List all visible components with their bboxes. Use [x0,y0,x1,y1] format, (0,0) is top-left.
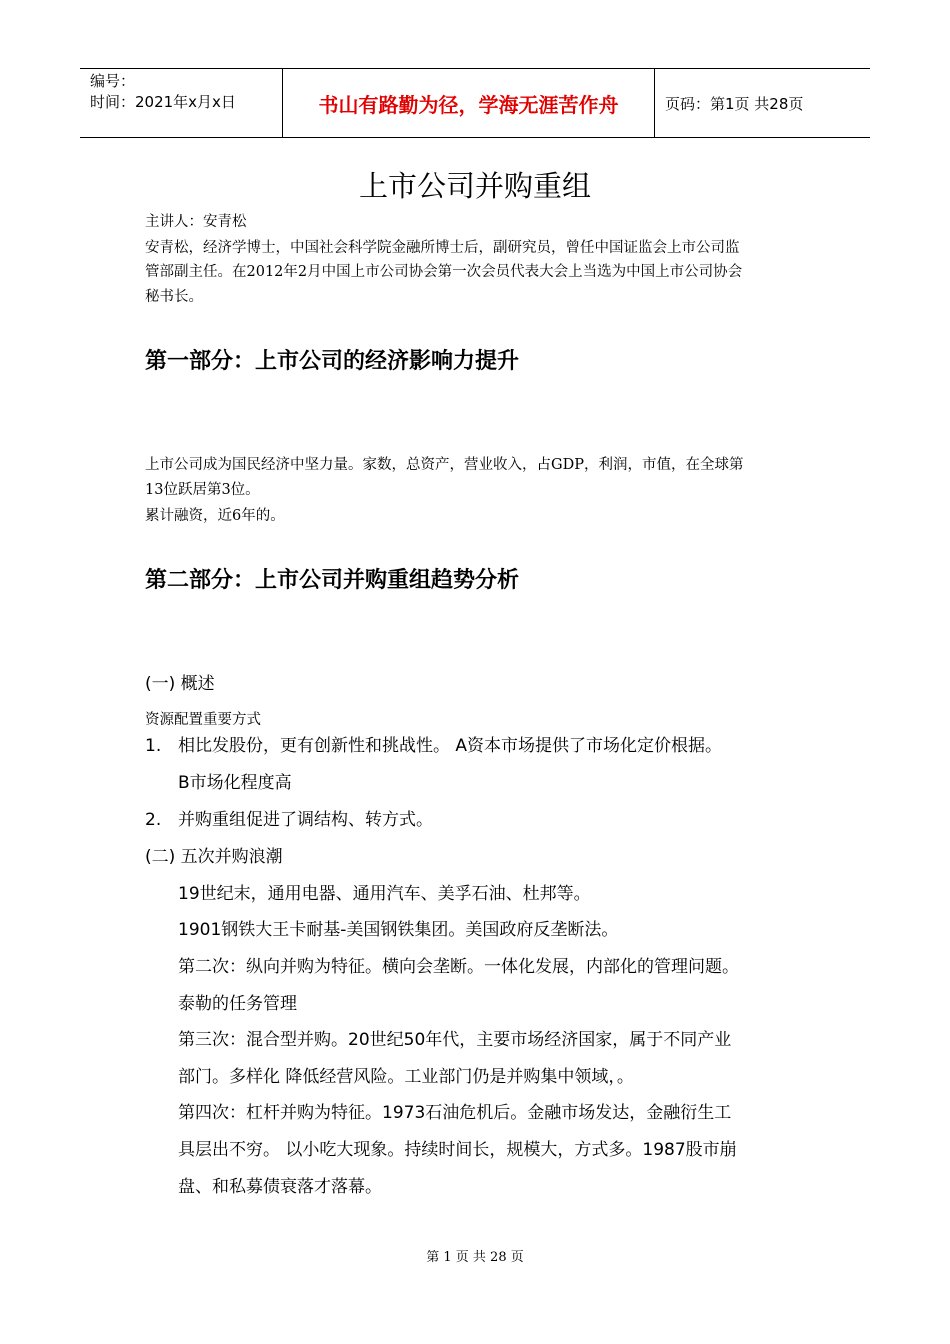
bio-line-3: 秘书长。 [145,289,203,305]
header-motto: 书山有路勤为径，学海无涯苦作舟 [282,69,655,137]
list-item-2-text: 并购重组促进了调结构、转方式。 [178,810,433,830]
part1-line-3: 累计融资，近6年的。 [145,508,285,524]
bio-line-2: 管部副主任。在2012年2月中国上市公司协会第一次会员代表大会上当选为中国上市公司协会 [145,264,743,280]
wave-line-7: 第四次：杠杆并购为特征。1973石油危机后。金融市场发达，金融衍生工 [178,1103,732,1123]
list-item-1-text: 相比发股份，更有创新性和挑战性。 A资本市场提供了市场化定价根据。 [178,736,723,756]
overview-note: 资源配置重要方式 [145,712,261,728]
wave-line-3: 第二次：纵向并购为特征。横向会垄断。一体化发展，内部化的管理问题。 [178,957,739,977]
part1-line-1: 上市公司成为国民经济中坚力量。家数，总资产，营业收入，占GDP，利润，市值，在全球第 [145,457,744,473]
subsection-overview: (一) 概述 [145,674,215,694]
wave-line-1: 19世纪末，通用电器、通用汽车、美孚石油、杜邦等。 [178,884,591,904]
subsection-five-waves: (二) 五次并购浪潮 [145,847,283,867]
wave-line-4: 泰勒的任务管理 [178,994,297,1014]
part1-line-2: 13位跃居第3位。 [145,482,260,498]
wave-line-6: 部门。多样化 降低经营风险。工业部门仍是并购集中领域，。 [178,1067,634,1087]
list-item-1-continuation: B市场化程度高 [178,773,292,793]
header-left-cell [80,69,282,137]
page-footer: 第 1 页 共 28 页 [426,1250,524,1265]
document-title: 上市公司并购重组 [358,169,591,203]
list-item-1-number: 1. [145,736,162,756]
wave-line-9: 盘、和私募债衰落才落幕。 [178,1177,382,1197]
part2-heading: 第二部分：上市公司并购重组趋势分析 [145,568,520,593]
speaker-line: 主讲人：安青松 [145,214,247,230]
part1-heading: 第一部分：上市公司的经济影响力提升 [145,349,520,374]
list-item-2-number: 2. [145,810,162,830]
wave-line-8: 具层出不穷。 以小吃大现象。持续时间长，规模大，方式多。1987股市崩 [178,1140,737,1160]
time-label: 时间：2021年x月x日 [90,93,236,111]
document-header [80,68,870,138]
number-label: 编号： [90,72,136,90]
header-page-info: 页码：第1页 共28页 [665,94,804,113]
bio-line-1: 安青松，经济学博士，中国社会科学院金融所博士后，副研究员，曾任中国证监会上市公司监 [145,240,740,256]
wave-line-5: 第三次：混合型并购。20世纪50年代，主要市场经济国家，属于不同产业 [178,1030,732,1050]
wave-line-2: 1901钢铁大王卡耐基-美国钢铁集团。美国政府反垄断法。 [178,920,619,940]
